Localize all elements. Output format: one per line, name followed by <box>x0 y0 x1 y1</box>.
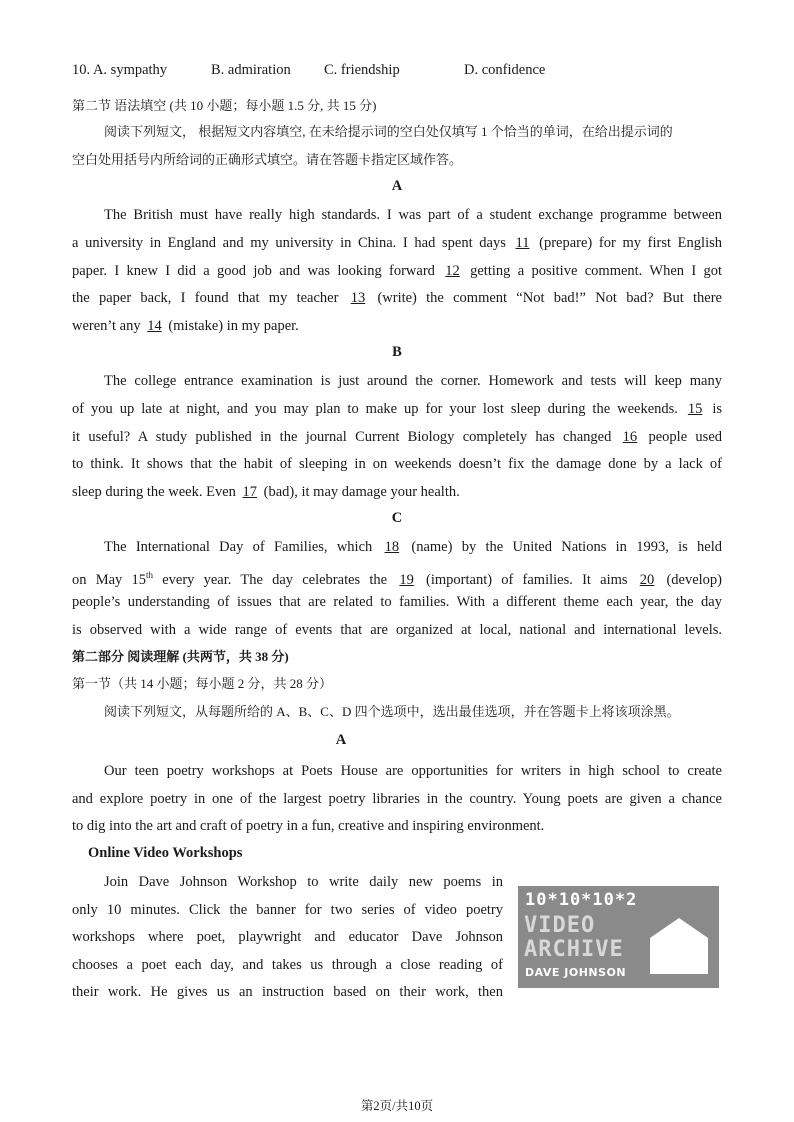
blank-18[interactable]: 18 <box>384 539 400 555</box>
passage-c-line-4: is observed with a wide range of events that are organized at local, national and international levels. <box>72 622 722 638</box>
workshop-line-3: workshops where poet, playwright and educator Dave Johnson <box>72 929 503 945</box>
section2-instruction-1: 阅读下列短文， 根据短文内容填空, 在未给提示词的空白处仅填写 1 个恰当的单词，在给出提示词的 <box>104 124 673 139</box>
banner-series-text: 10*10*10*2 <box>525 890 638 910</box>
passage-b-line-5: sleep during the week. Even 17 (bad), it may damage your health. <box>72 484 460 500</box>
passage-c-label: C <box>391 510 403 526</box>
section2-instruction-2: 空白处用括号内所给词的正确形式填空。请在答题卡指定区域作答。 <box>72 152 463 167</box>
workshop-line-2: only 10 minutes. Click the banner for two series of video poetry <box>72 902 503 918</box>
q10-option-c: C. friendship <box>324 62 400 78</box>
blank-15[interactable]: 15 <box>687 401 703 417</box>
passage-a-line-2: a university in England and my university in China. I had spent days 11 (prepare) for my first English <box>72 235 722 251</box>
passage-a-line-5: weren’t any 14 (mistake) in my paper. <box>72 318 299 334</box>
workshop-line-1: Join Dave Johnson Workshop to write daily new poems in <box>104 874 503 890</box>
blank-14[interactable]: 14 <box>147 318 162 334</box>
reading-a-line-2: and explore poetry in one of the largest poetry libraries in the country. Young poets are given a chance <box>72 791 722 807</box>
section2-heading: 第二节 语法填空 (共 10 小题；每小题 1.5 分, 共 15 分) <box>72 98 377 113</box>
blank-17[interactable]: 17 <box>242 484 258 500</box>
passage-a-line-3: paper. I knew I did a good job and was looking forward 12 getting a positive comment. When I got <box>72 263 723 279</box>
blank-13[interactable]: 13 <box>350 290 366 306</box>
blank-20[interactable]: 20 <box>639 571 655 588</box>
online-video-workshops-heading: Online Video Workshops <box>88 845 243 861</box>
passage-c-line-3: people’s understanding of issues that are related to families. With a different theme each year, the day <box>72 594 722 610</box>
page-footer: 第2页/共10页 <box>360 1099 434 1113</box>
q10-option-b: B. admiration <box>211 62 291 78</box>
reading-a-label: A <box>335 732 347 748</box>
passage-b-line-3: it useful? A study published in the journal Current Biology completely has changed 16 people used <box>72 429 723 445</box>
passage-a-line-4: the paper back, I found that my teacher 13 (write) the comment “Not bad!” Not bad? But there <box>72 290 722 306</box>
passage-a-line-1: The British must have really high standards. I was part of a student exchange programme between <box>104 207 722 223</box>
passage-c-line-2: on May 15th every year. The day celebrates the 19 (important) of families. It aims 20 (develop) <box>72 570 722 588</box>
workshop-line-4: chooses a poet each day, and takes us through a close reading of <box>72 957 503 973</box>
reading-a-line-3: to dig into the art and craft of poetry in a fun, creative and inspiring environment. <box>72 818 545 834</box>
video-archive-banner[interactable] <box>518 886 719 988</box>
reading-a-line-1: Our teen poetry workshops at Poets House are opportunities for writers in high school to create <box>104 763 722 779</box>
passage-a-label: A <box>391 178 403 194</box>
banner-author: DAVE JOHNSON <box>525 966 627 979</box>
q10-option-a: 10. A. sympathy <box>72 62 168 78</box>
q10-option-d: D. confidence <box>464 62 546 78</box>
passage-b-line-2: of you up late at night, and you may plan to make up for your lost sleep during the weekends. 15 is <box>72 401 723 417</box>
passage-b-line-4: to think. It shows that the habit of sleeping in on weekends doesn’t fix the damage done by a lack of <box>72 456 722 472</box>
house-icon <box>648 916 710 976</box>
banner-title: VIDEO ARCHIVE <box>524 913 624 962</box>
passage-c-line-1: The International Day of Families, which 18 (name) by the United Nations in 1993, is held <box>104 539 723 555</box>
passage-b-line-1: The college entrance examination is just around the corner. Homework and tests will keep many <box>104 373 722 389</box>
blank-19[interactable]: 19 <box>399 571 414 588</box>
part2-instruction: 阅读下列短文，从每题所给的 A、B、C、D 四个选项中，选出最佳选项，并在答题卡上将该项涂黑。 <box>104 704 680 719</box>
blank-11[interactable]: 11 <box>515 235 530 251</box>
blank-16[interactable]: 16 <box>622 429 638 445</box>
passage-b-label: B <box>392 344 402 360</box>
part2-subheading: 第一节（共 14 小题；每小题 2 分，共 28 分） <box>72 676 333 691</box>
part2-heading: 第二部分 阅读理解 (共两节，共 38 分) <box>72 649 289 664</box>
blank-12[interactable]: 12 <box>445 263 460 279</box>
workshop-line-5: their work. He gives us an instruction based on their work, then <box>72 984 503 1000</box>
